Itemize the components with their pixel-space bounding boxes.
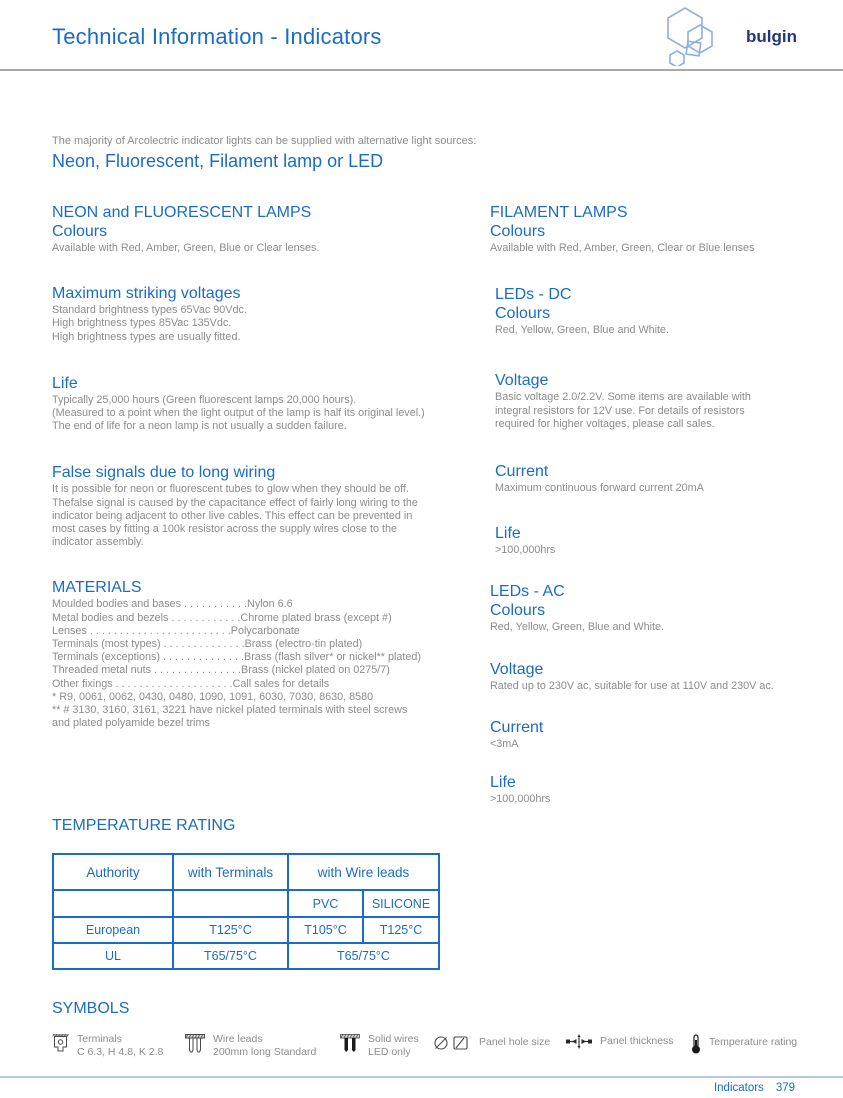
intro-block: [52, 135, 791, 172]
text-line: <3mA: [490, 737, 519, 750]
text-line: Red, Yellow, Green, Blue and White.: [495, 324, 670, 337]
cell-wire-leads: T65/75°C: [288, 943, 439, 969]
cell-authority: European: [53, 917, 173, 943]
cell-empty: [53, 890, 173, 917]
text-line: The end of life for a neon lamp is not usually a sudden failure.: [52, 420, 347, 433]
logo-wordmark: bulgin: [746, 26, 797, 46]
right-column: [490, 203, 800, 970]
section-title: LEDs - DC: [495, 286, 572, 304]
text-line: Red, Yellow, Green, Blue and White.: [490, 621, 665, 634]
section-title: LEDs - AC: [490, 583, 565, 601]
cell-authority: UL: [53, 943, 173, 969]
symbols-title: SYMBOLS: [52, 1000, 130, 1018]
th-authority: Authority: [53, 854, 173, 890]
page-title: Technical Information - Indicators: [52, 23, 382, 49]
symbols-row: [0, 1033, 843, 1060]
text-line: Lenses . . . . . . . . . . . . . . . . . . . . . . . .Polycarbonate: [52, 624, 300, 637]
page-footer: [0, 1076, 843, 1098]
text-line: most cases by fitting a 100k resistor across the supply wires close to the: [52, 523, 398, 536]
symbol-label: Wire leads 200mm long Standard: [213, 1033, 317, 1059]
symbol-terminals: [52, 1033, 185, 1060]
section-filament-lamps: [490, 203, 800, 255]
page-header: [0, 0, 843, 71]
text-line: Moulded bodies and bases . . . . . . . . . . .Nylon 6.6: [52, 598, 293, 611]
text-line: Terminals (most types) . . . . . . . . . . . . . .Brass (electro-tin plated): [52, 638, 363, 651]
solid-wires-icon: [340, 1034, 360, 1060]
intro-text: The majority of Arcolectric indicator lights can be supplied with alternative light sources:: [52, 135, 477, 147]
th-with-wire-leads: with Wire leads: [288, 854, 439, 890]
voltage-label: Voltage: [490, 660, 544, 678]
text-line: Other fixings . . . . . . . . . . . . . . . . . . . .Call sales for details: [52, 677, 330, 690]
colours-label: Colours: [490, 223, 546, 240]
text-line: and plated polyamide bezel trims: [52, 717, 210, 730]
section-leds-dc: [490, 285, 800, 557]
temperature-rating-icon: [691, 1034, 701, 1059]
logo-hexagons-icon: [654, 2, 750, 71]
colours-label: Colours: [495, 305, 551, 323]
footer-label: Indicators: [713, 1082, 764, 1094]
section-striking-voltages: [52, 284, 490, 344]
th-with-terminals: with Terminals: [173, 854, 288, 890]
temperature-rating-table: [52, 853, 440, 970]
content-columns: [0, 203, 843, 970]
text-line: Thefalse signal is caused by the capacitance effect of fairly long wiring to the: [52, 496, 418, 509]
wire-leads-icon: [185, 1034, 205, 1060]
text-line: It is possible for neon or fluorescent tubes to glow when they should be off.: [52, 483, 409, 496]
symbol-temperature-rating: [691, 1033, 797, 1059]
text-line: Basic voltage 2.0/2.2V. Some items are available with: [495, 391, 751, 404]
footer-text: [714, 1082, 795, 1094]
text-line: required for higher voltages, please call sales.: [495, 417, 715, 430]
text-line: Metal bodies and bezels . . . . . . . . . . . .Chrome plated brass (except #): [52, 611, 392, 624]
colours-label: Colours: [52, 223, 108, 240]
text-line: Maximum continuous forward current 20mA: [495, 482, 704, 495]
section-false-signals: [52, 463, 490, 549]
text-line: >100,000hrs: [490, 793, 551, 806]
bulgin-logo: [654, 2, 797, 71]
text-line: ** # 3130, 3160, 3161, 3221 have nickel plated terminals with steel screws: [52, 704, 408, 717]
life-label: Life: [490, 774, 516, 792]
text-line: High brightness types are usually fitted.: [52, 330, 241, 343]
intro-subtitle: Neon, Fluorescent, Filament lamp or LED: [52, 151, 384, 171]
symbol-panel-hole-size: [433, 1033, 566, 1057]
symbol-label: Temperature rating: [709, 1036, 798, 1049]
section-title: Life: [52, 374, 78, 392]
voltage-label: Voltage: [495, 372, 549, 390]
text-line: (Measured to a point when the light output of the lamp is half its original level.): [52, 407, 425, 420]
text-line: Terminals (exceptions) . . . . . . . . . . . . . .Brass (flash silver* or nickel** plated): [52, 651, 422, 664]
life-label: Life: [495, 525, 521, 543]
text-line: Threaded metal nuts . . . . . . . . . . . . . . .Brass (nickel plated on 0275/7): [52, 664, 390, 677]
section-leds-ac: [490, 582, 800, 806]
current-label: Current: [495, 463, 549, 481]
symbol-solid-wires: [340, 1033, 433, 1060]
left-column: [52, 203, 490, 970]
footer-page-number: 379: [775, 1082, 795, 1094]
text-line: indicator assembly.: [52, 536, 144, 549]
section-title: Maximum striking voltages: [52, 285, 241, 303]
colours-label: Colours: [490, 602, 546, 620]
section-neon-fluorescent: [52, 203, 490, 255]
terminals-icon: [52, 1034, 69, 1060]
section-title: False signals due to long wiring: [52, 464, 276, 482]
cell-silicone: T125°C: [363, 917, 439, 943]
section-materials: [52, 578, 490, 730]
symbol-label: Solid wires LED only: [368, 1033, 419, 1059]
cell-terminals: T65/75°C: [173, 943, 288, 969]
text-line: Typically 25,000 hours (Green fluorescent lamps 20,000 hours).: [52, 393, 357, 406]
text-line: Available with Red, Amber, Green, Clear or Blue lenses: [490, 242, 755, 254]
th-silicone: SILICONE: [363, 890, 439, 917]
symbol-panel-thickness: [566, 1033, 691, 1054]
text-line: integral resistors for 12V use. For details of resistors: [495, 404, 745, 417]
text-line: >100,000hrs: [495, 544, 556, 557]
text-line: High brightness types 85Vac 135Vdc.: [52, 317, 232, 330]
symbol-label: Terminals C 6.3, H 4.8, K 2.8: [77, 1033, 164, 1059]
panel-thickness-icon: [566, 1034, 592, 1054]
symbol-label: Panel hole size: [479, 1036, 551, 1049]
section-temperature-rating: [52, 816, 490, 970]
section-title: TEMPERATURE RATING: [52, 817, 236, 835]
text-line: Available with Red, Amber, Green, Blue or Clear lenses.: [52, 242, 320, 254]
panel-hole-size-icon: [433, 1034, 471, 1057]
symbol-wire-leads: [185, 1033, 340, 1060]
text-line: * R9, 0061, 0062, 0430, 0480, 1090, 1091, 6030, 7030, 8630, 8580: [52, 690, 374, 703]
section-title: NEON and FLUORESCENT LAMPS: [52, 204, 312, 221]
cell-empty: [173, 890, 288, 917]
section-title: FILAMENT LAMPS: [490, 204, 628, 221]
th-pvc: PVC: [288, 890, 363, 917]
cell-pvc: T105°C: [288, 917, 363, 943]
section-life-neon: [52, 374, 490, 434]
text-line: Standard brightness types 65Vac 90Vdc.: [52, 304, 247, 317]
symbol-label: Panel thickness: [600, 1035, 674, 1048]
text-line: Rated up to 230V ac, suitable for use at 110V and 230V ac.: [490, 679, 774, 692]
section-title: MATERIALS: [52, 579, 142, 597]
current-label: Current: [490, 718, 544, 736]
cell-terminals: T125°C: [173, 917, 288, 943]
text-line: indicator being adjacent to other live cables. This effect can be prevented in: [52, 509, 413, 522]
